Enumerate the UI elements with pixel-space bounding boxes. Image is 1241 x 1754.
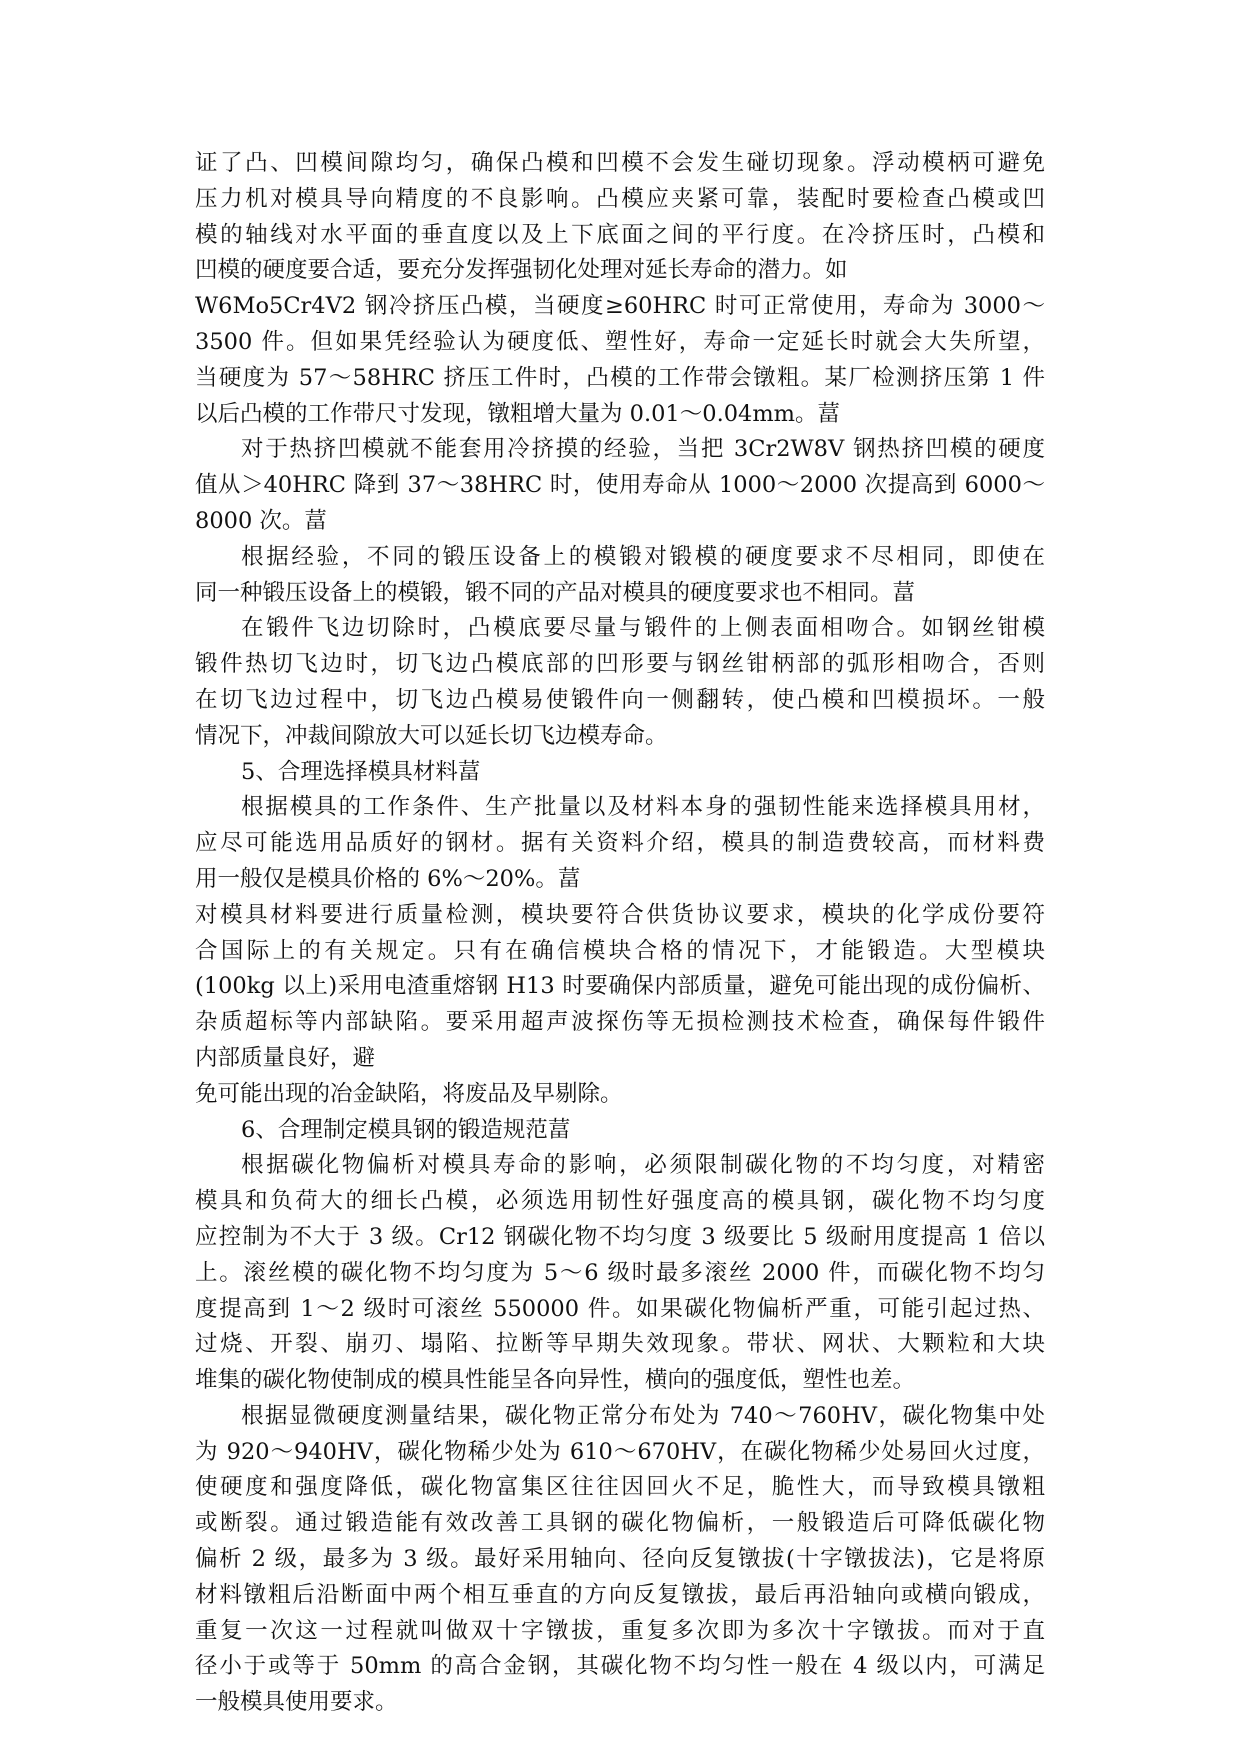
text-line: 3500 件。但如果凭经验认为硬度低、塑性好，寿命一定延长时就会大失所望， — [195, 328, 1045, 355]
text-line: 对于热挤凹模就不能套用冷挤摸的经验，当把 3Cr2W8V 钢热挤凹模的硬度 — [241, 436, 1045, 463]
document-body — [195, 146, 1045, 1721]
text-line: 根据经验，不同的锻压设备上的模锻对锻模的硬度要求不尽相同，即使在 — [241, 543, 1045, 570]
text-line: 径小于或等于 50mm 的高合金钢，其碳化物不均匀性一般在 4 级以内，可满足 — [195, 1653, 1045, 1680]
text-line: 重复一次这一过程就叫做双十字镦拔，重复多次即为多次十字镦拔。而对于直 — [195, 1617, 1045, 1644]
text-line: 一般模具使用要求。 — [195, 1689, 398, 1716]
text-line: 8000 次。葍 — [195, 507, 327, 534]
text-line: 过烧、开裂、崩刃、塌陷、拉断等早期失效现象。带状、网状、大颗粒和大块 — [195, 1331, 1045, 1358]
text-line: 情况下，冲裁间隙放大可以延长切飞边模寿命。 — [195, 722, 668, 749]
text-line: 当硬度为 57～58HRC 挤压工件时，凸模的工作带会镦粗。某厂检测挤压第 1 件 — [195, 364, 1045, 391]
text-line: 模具和负荷大的细长凸模，必须选用韧性好强度高的模具钢，碳化物不均匀度 — [195, 1188, 1045, 1215]
text-line: 为 920～940HV，碳化物稀少处为 610～670HV，在碳化物稀少处易回火过度， — [195, 1438, 1045, 1465]
text-line: 免可能出现的冶金缺陷，将废品及早剔除。 — [195, 1080, 623, 1107]
text-line: 5、合理选择模具材料葍 — [241, 758, 481, 785]
text-line: 或断裂。通过锻造能有效改善工具钢的碳化物偏析，一般锻造后可降低碳化物 — [195, 1510, 1045, 1537]
text-line: 杂质超标等内部缺陷。要采用超声波探伤等无损检测技术检查，确保每件锻件 — [195, 1009, 1045, 1036]
text-line: (100kg 以上)采用电渣重熔钢 H13 时要确保内部质量，避免可能出现的成份偏析、 — [195, 973, 1045, 1000]
text-line: 6、合理制定模具钢的锻造规范葍 — [241, 1116, 571, 1143]
text-line: 在切飞边过程中，切飞边凸模易使锻件向一侧翻转，使凸模和凹模损坏。一般 — [195, 686, 1045, 713]
text-line: 合国际上的有关规定。只有在确信模块合格的情况下，才能锻造。大型模块 — [195, 937, 1045, 964]
text-line: 以后凸模的工作带尺寸发现，镦粗增大量为 0.01～0.04mm。葍 — [195, 400, 841, 427]
text-line: 证了凸、凹模间隙均匀，确保凸模和凹模不会发生碰切现象。浮动模柄可避免 — [195, 150, 1045, 176]
text-line: 凹模的硬度要合适，要充分发挥强韧化处理对延长寿命的潜力。如 — [195, 257, 848, 284]
text-line: 根据显微硬度测量结果，碳化物正常分布处为 740～760HV，碳化物集中处 — [241, 1402, 1045, 1429]
text-line: 使硬度和强度降低，碳化物富集区往往因回火不足，脆性大，而导致模具镦粗 — [195, 1474, 1045, 1501]
text-line: 模的轴线对水平面的垂直度以及上下底面之间的平行度。在冷挤压时，凸模和 — [195, 221, 1045, 248]
text-line: 堆集的碳化物使制成的模具性能呈各向异性，横向的强度低，塑性也差。 — [195, 1367, 916, 1394]
text-line: 用一般仅是模具价格的 6%～20%。葍 — [195, 865, 581, 892]
text-line: W6Mo5Cr4V2 钢冷挤压凸模，当硬度≥60HRC 时可正常使用，寿命为 3000～ — [195, 293, 1045, 320]
text-line: 内部质量良好，避 — [195, 1044, 376, 1071]
text-line: 度提高到 1～2 级时可滚丝 550000 件。如果碳化物偏析严重，可能引起过热、 — [195, 1295, 1045, 1322]
text-line: 在锻件飞边切除时，凸模底要尽量与锻件的上侧表面相吻合。如钢丝钳模 — [241, 615, 1045, 642]
text-line: 压力机对模具导向精度的不良影响。凸模应夹紧可靠，装配时要检查凸模或凹 — [195, 185, 1045, 212]
text-line: 同一种锻压设备上的模锻，锻不同的产品对模具的硬度要求也不相同。葍 — [195, 579, 916, 606]
text-line: 上。滚丝模的碳化物不均匀度为 5～6 级时最多滚丝 2000 件，而碳化物不均匀 — [195, 1259, 1045, 1286]
text-line: 材料镦粗后沿断面中两个相互垂直的方向反复镦拔，最后再沿轴向或横向锻成， — [195, 1581, 1045, 1608]
text-line: 值从＞40HRC 降到 37～38HRC 时，使用寿命从 1000～2000 次提高到 6000～ — [195, 472, 1045, 499]
text-line: 根据碳化物偏析对模具寿命的影响，必须限制碳化物的不均匀度，对精密 — [241, 1152, 1045, 1179]
text-line: 应尽可能选用品质好的钢材。据有关资料介绍，模具的制造费较高，而材料费 — [195, 830, 1045, 857]
text-line: 偏析 2 级，最多为 3 级。最好采用轴向、径向反复镦拔(十字镦拔法)，它是将原 — [195, 1546, 1045, 1573]
text-line: 根据模具的工作条件、生产批量以及材料本身的强韧性能来选择模具用材， — [241, 794, 1045, 821]
text-line: 锻件热切飞边时，切飞边凸模底部的凹形要与钢丝钳柄部的弧形相吻合，否则 — [195, 651, 1045, 678]
text-line: 应控制为不大于 3 级。Cr12 钢碳化物不均匀度 3 级要比 5 级耐用度提高 1 倍以 — [195, 1223, 1045, 1250]
text-line: 对模具材料要进行质量检测，模块要符合供货协议要求，模块的化学成份要符 — [195, 901, 1045, 928]
